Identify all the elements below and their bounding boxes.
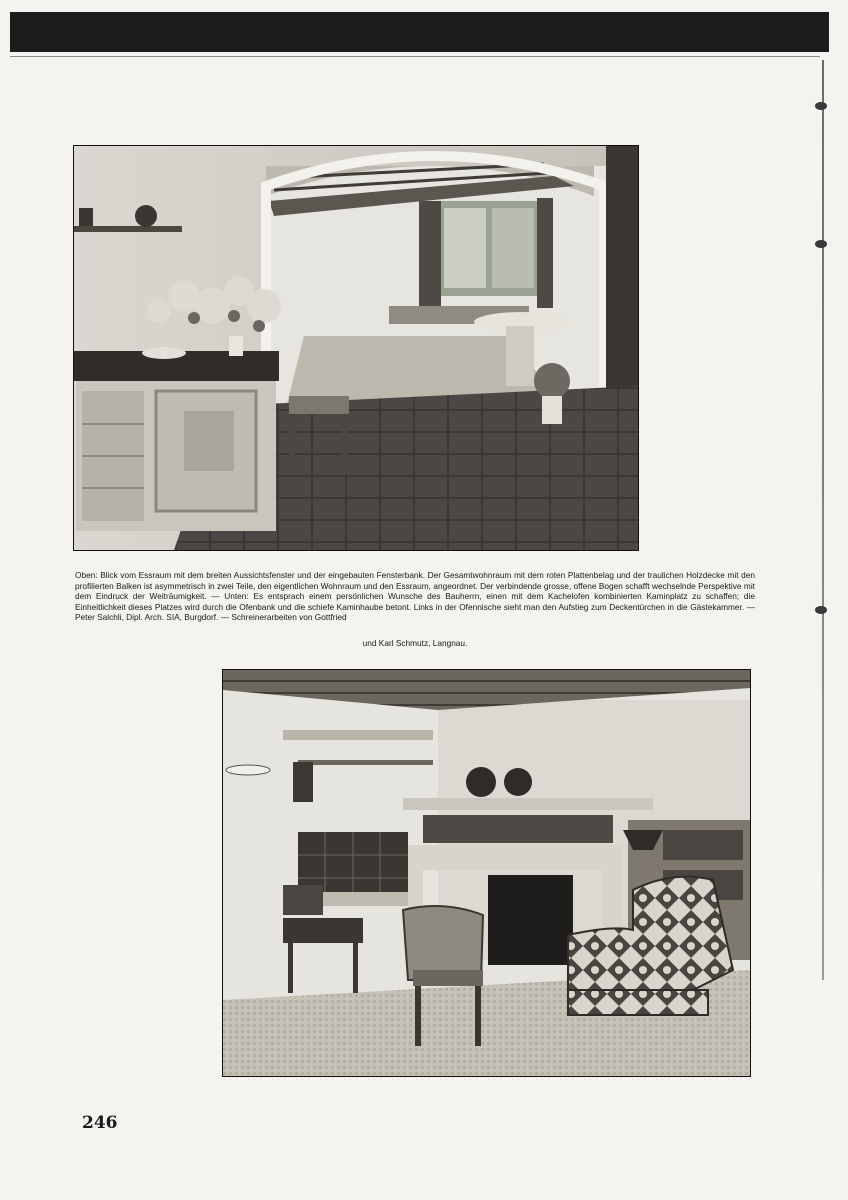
photo-dining-room — [74, 146, 638, 550]
edge-mark — [815, 102, 827, 110]
page-edge-shadow — [822, 60, 824, 980]
photo-caption-last-line: und Karl Schmutz, Langnau. — [362, 638, 468, 648]
edge-mark — [815, 606, 827, 614]
photo-fireplace-corner — [223, 670, 750, 1076]
photo-fireplace-illustration — [223, 670, 750, 1076]
top-dark-band — [10, 12, 829, 52]
photo-dining-room-illustration — [74, 146, 638, 550]
photo-caption: Oben: Blick vom Essraum mit dem breiten Aussichtsfenster und der eingebauten Fensterbank. Der Gesamtwohnraum mit dem roten Plattenbelag und der traulichen Holzdecke mit den profilierten Balken ist asymmetrisch in zwei Teile, den eigentlichen Wohnraum und den Essraum, angeordnet. Der verbindende grosse, offene Bogen schafft wechselnde Perspektive mit dem Eindruck der Weiträumigkeit. — Unten: Es entsprach einem persönlichen Wunsche des Bauherrn, einen mit dem Kachelofen kombinierten Kaminplatz zu schaffen; die Einheitlichkeit dieses Platzes wird durch die Ofenbank und die schiefe Kaminhaube betont. Links in der Ofennische sieht man den Aufstieg zum Deckentürchen in die Gästekammer. — Peter Salchli, Dipl. Arch. SIA, Burgdorf. — Schreinerarbeiten von Gottfried — [75, 570, 755, 623]
edge-mark — [815, 240, 827, 248]
page-number: 246 — [82, 1113, 118, 1133]
top-rule — [10, 56, 820, 57]
